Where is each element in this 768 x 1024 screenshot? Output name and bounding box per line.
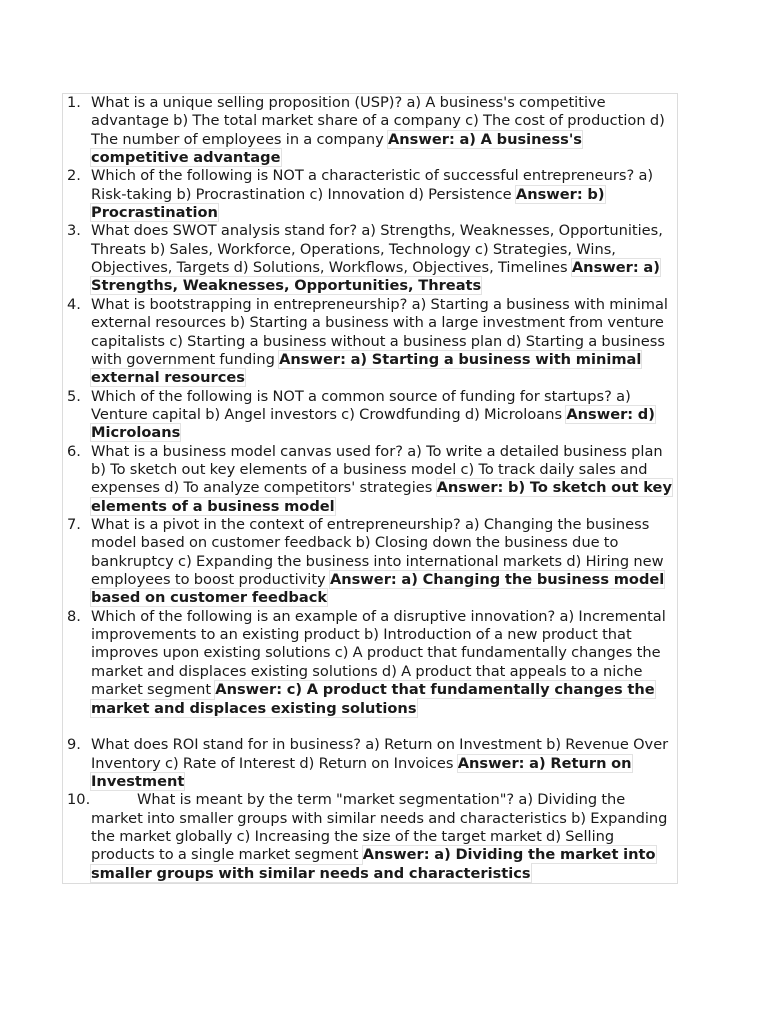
question-text: What is bootstrapping in entrepreneurship? a) Starting a business with minimal external resources b) Starting a business with a large investment from venture capitalists c) Starting a business without a business plan d) Starting a business with government funding bbox=[91, 295, 668, 368]
question-number: 7. bbox=[67, 516, 81, 534]
question-text-block bbox=[91, 167, 681, 222]
question-text-block bbox=[91, 296, 681, 388]
question-text-block bbox=[91, 516, 681, 608]
answer-text: Answer: a) A business's competitive advantage bbox=[91, 130, 582, 167]
answer-text: Answer: a) Starting a business with minimal external resources bbox=[91, 350, 642, 387]
question-number: 2. bbox=[67, 167, 81, 185]
question-text: What is meant by the term "market segmentation"? a) Dividing the market into smaller groups with similar needs and characteristics b) Expanding the market globally c) Increasing the size of the target market d) Selling products to a single market segment bbox=[91, 791, 668, 864]
question-text: Which of the following is an example of a disruptive innovation? a) Incremental improvements to an existing product b) Introduction of a new product that improves upon existing solutions c) A product that fundamentally changes the market and displaces existing solutions d) A product that appeals to a niche market segment bbox=[91, 607, 666, 699]
question-number: 4. bbox=[67, 295, 81, 313]
answer-text: Answer: a) Changing the business model based on customer feedback bbox=[91, 571, 665, 607]
question-text-block bbox=[91, 791, 681, 883]
answer-text: Answer: a) Dividing the market into smaller groups with similar needs and characteristics bbox=[91, 846, 656, 882]
question-text: What is a pivot in the context of entrepreneurship? a) Changing the business model based on customer feedback b) Closing down the business due to bankruptcy c) Expanding the business into international markets d) Hiring new employees to boost productivity bbox=[91, 516, 664, 589]
question-number: 6. bbox=[67, 442, 81, 460]
answer-text: Answer: b) Procrastination bbox=[91, 185, 605, 222]
answer-text: Answer: a) Strengths, Weaknesses, Opportunities, Threats bbox=[91, 259, 660, 295]
answer-text: Answer: b) To sketch out key elements of a business model bbox=[91, 479, 672, 515]
question-text-block bbox=[91, 94, 681, 167]
question-text: Which of the following is NOT a characteristic of successful entrepreneurs? a) Risk-taking b) Procrastination c) Innovation d) Persistence bbox=[91, 167, 654, 203]
question-text: What does SWOT analysis stand for? a) Strengths, Weaknesses, Opportunities, Threats b) Sales, Workforce, Operations, Technology c) Strategies, Wins, Objectives, Targets d) Solutions, Workflows, Objectives, Timelines bbox=[91, 222, 663, 277]
question-number: 5. bbox=[67, 387, 81, 405]
answer-text: Answer: c) A product that fundamentally changes the market and displaces existing solutions bbox=[91, 681, 655, 717]
question-number: 10. bbox=[67, 791, 91, 809]
question-number: 8. bbox=[67, 607, 81, 625]
answer-text: Answer: d) Microloans bbox=[91, 405, 655, 442]
question-text: What does ROI stand for in business? a) Return on Investment b) Revenue Over Inventory c) Rate of Interest d) Return on Invoices bbox=[91, 736, 669, 772]
question-text-block bbox=[91, 222, 681, 295]
question-text-block bbox=[91, 443, 681, 516]
question-list-box bbox=[62, 93, 678, 884]
question-text-block bbox=[91, 736, 681, 791]
question-number: 1. bbox=[67, 94, 81, 111]
question-text: Which of the following is NOT a common source of funding for startups? a) Venture capital b) Angel investors c) Crowdfunding d) Microloans bbox=[91, 387, 631, 423]
question-text: What is a unique selling proposition (USP)? a) A business's competitive advantage b) The total market share of a company c) The cost of production d) The number of employees in a company bbox=[91, 94, 665, 148]
question-number: 9. bbox=[67, 736, 81, 754]
question-number: 3. bbox=[67, 222, 81, 240]
question-text-block bbox=[91, 388, 681, 443]
question-text-block bbox=[91, 608, 681, 718]
question-text: What is a business model canvas used for? a) To write a detailed business plan b) To sketch out key elements of a business model c) To track daily sales and expenses d) To analyze competitors' strategies bbox=[91, 442, 663, 497]
answer-text: Answer: a) Return on Investment bbox=[91, 754, 632, 790]
